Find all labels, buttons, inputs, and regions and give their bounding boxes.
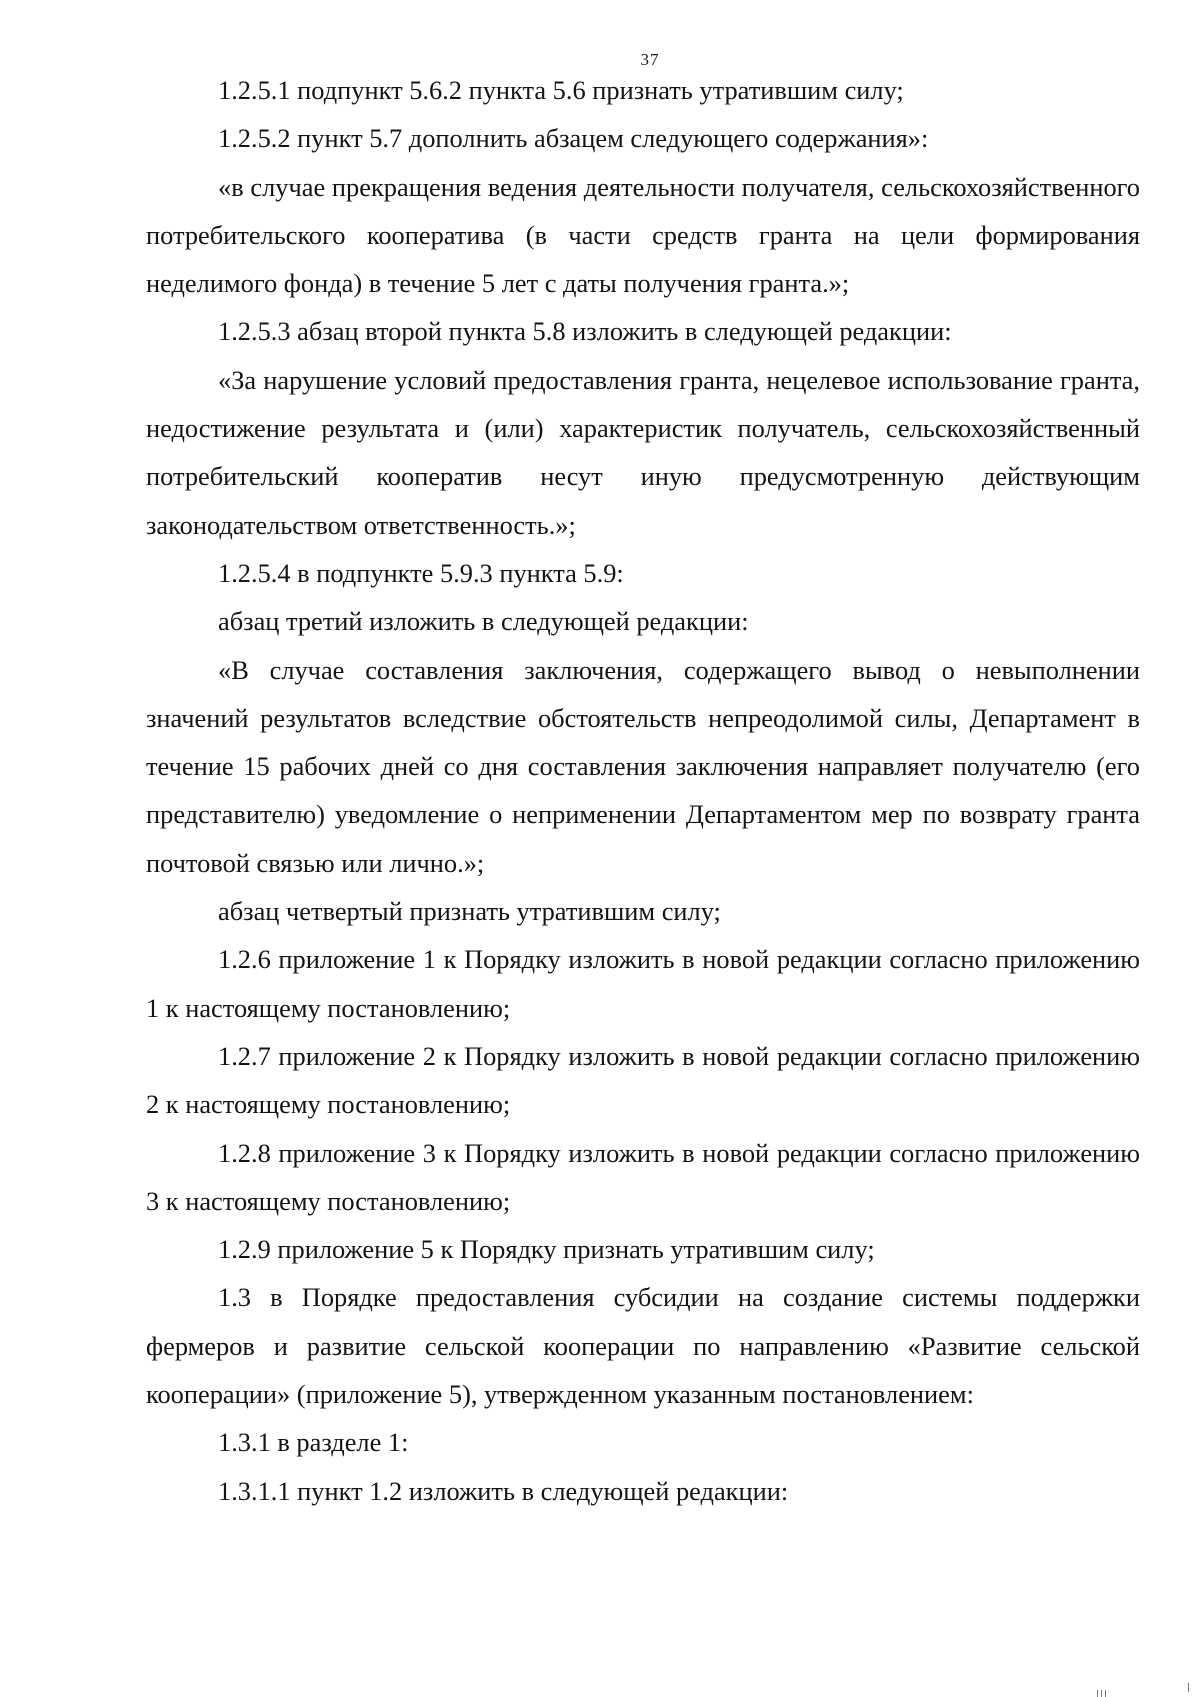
paragraph-1-2-6: 1.2.6 приложение 1 к Порядку изложить в новой редакции согласно приложению 1 к настоящему постановлению;	[146, 944, 1140, 1023]
scan-artifact	[1105, 1690, 1106, 1697]
scan-artifact	[1101, 1690, 1102, 1697]
paragraph-1-2-8: 1.2.8 приложение 3 к Порядку изложить в новой редакции согласно приложению 3 к настоящему постановлению;	[146, 1137, 1140, 1216]
scan-artifact	[1188, 1683, 1189, 1692]
paragraph-quote-grant-termination: «в случае прекращения ведения деятельности получателя, сельскохозяйственного потребительского кооператива (в части средств гранта на цели формирования неделимого фонда) в течение 5 лет с даты получения гранта.»;	[146, 171, 1140, 299]
paragraph-quote-force-majeure: «В случае составления заключения, содержащего вывод о невыполнении значений результатов вследствие обстоятельств непреодолимой силы, Департамент в течение 15 рабочих дней со дня составления заключения направляет получателю (его представителю) уведомление о неприменении Департаментом мер по возврату гранта почтовой связью или лично.»;	[146, 654, 1140, 878]
scan-artifact	[1097, 1690, 1098, 1697]
paragraph-1-3: 1.3 в Порядке предоставления субсидии на создание системы поддержки фермеров и развитие сельской кооперации по направлению «Развитие сельской кооперации» (приложение 5), утвержденном указанным постановлением:	[146, 1282, 1140, 1410]
paragraph-1-2-5-1: 1.2.5.1 подпункт 5.6.2 пункта 5.6 признать утратившим силу;	[218, 75, 904, 105]
paragraph-quote-grant-violation: «За нарушение условий предоставления гранта, нецелевое использование гранта, недостижение результата и (или) характеристик получатель, сельскохозяйственный потребительский кооператив несут иную предусмотренную действующим законодательством ответственность.»;	[146, 364, 1140, 540]
paragraph-1-2-9: 1.2.9 приложение 5 к Порядку признать утратившим силу;	[218, 1234, 875, 1265]
paragraph-1-2-7: 1.2.7 приложение 2 к Порядку изложить в новой редакции согласно приложению 2 к настоящему постановлению;	[146, 1040, 1140, 1120]
page-number: 37	[640, 50, 660, 69]
paragraph-1-2-5-3: 1.2.5.3 абзац второй пункта 5.8 изложить в следующей редакции:	[218, 316, 952, 347]
paragraph-1-3-1-1: 1.3.1.1 пункт 1.2 изложить в следующей редакции:	[218, 1475, 789, 1506]
paragraph-abzac-chetvertyy: абзац четвертый признать утратившим силу;	[218, 896, 721, 927]
paragraph-1-2-5-4: 1.2.5.4 в подпункте 5.9.3 пункта 5.9:	[218, 557, 624, 588]
paragraph-1-3-1: 1.3.1 в разделе 1:	[218, 1427, 409, 1458]
paragraph-1-2-5-2: 1.2.5.2 пункт 5.7 дополнить абзацем следующего содержания»:	[218, 123, 929, 154]
document-body	[146, 66, 1140, 1515]
paragraph-abzac-tretiy: абзац третий изложить в следующей редакции:	[218, 606, 749, 637]
